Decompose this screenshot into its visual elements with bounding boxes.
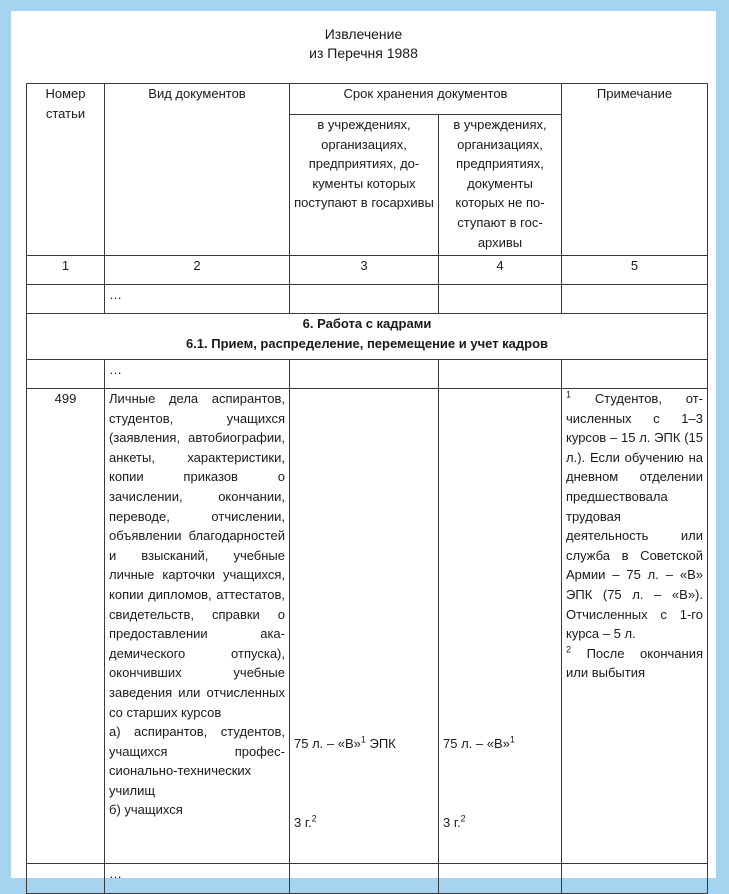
section-row	[27, 314, 708, 360]
article-description: Личные дела аспирантов, студентов, учащихся (заявления, автобиографии, анкеты, характеристики, копии приказов о зачислении, окончании, переводе, отчислении, объявлении благодарностей и взысканий, учебные личные карточки учащихся, копии дипломов, аттестатов, свидетельств, справки о предоставлении академического отпуска), окончивших учебные заведения или отчисленных со старших курсов	[109, 391, 285, 720]
storage-state-a: 75 л. – «В»$^1$ ЭПК	[294, 734, 396, 751]
section-subtitle: 6.1. Прием, распределение, перемещение и учет кадров	[185, 335, 549, 351]
document-title	[11, 25, 716, 63]
article-note-1: $^1$ Студентов, отчисленных с 1–3 курсов – 15 л. ЭПК (15 л.). Если обучению на дневном отделении предшествовала трудовая деятельность или служба в Советской Армии – 75 л. – «В» ЭПК (75 л. – «В»). Отчисленных с 1-го курса – 5 л.	[566, 389, 703, 642]
title-line-2: из Перечня 1988	[309, 45, 418, 61]
section-title: 6. Работа с кадрами	[302, 316, 432, 331]
ellipsis: …	[105, 360, 290, 389]
column-number-row	[27, 256, 708, 285]
header-storage-state: в учреждениях, организациях, предприятиях, документы которых поступают в госархивы	[290, 115, 439, 256]
article-row	[27, 389, 708, 864]
article-description-cell	[105, 389, 290, 864]
ellipsis-row	[27, 864, 708, 894]
title-line-1: Извлечение	[324, 26, 403, 42]
header-storage: Срок хранения документов	[290, 84, 562, 115]
ellipsis-row	[27, 285, 708, 314]
storage-state-b: 3 г.$^2$	[294, 813, 317, 830]
article-item-b: б) учащихся	[109, 802, 183, 818]
column-number: 1	[27, 256, 105, 285]
article-note-cell	[562, 389, 708, 864]
column-number: 2	[105, 256, 290, 285]
column-number: 5	[562, 256, 708, 285]
storage-nonstate-b: 3 г.$^2$	[443, 813, 466, 830]
retention-table	[26, 83, 708, 894]
article-note-2: $^2$ После окончания или выбытия	[566, 644, 703, 681]
ellipsis: …	[105, 285, 290, 314]
header-storage-nonstate: в учреждениях, организациях, предприятиях, документы которых не поступают в госархивы	[439, 115, 562, 256]
document-page	[11, 11, 716, 881]
ellipsis-row	[27, 360, 708, 389]
storage-nonstate-cell	[439, 389, 562, 864]
article-number: 499	[27, 389, 105, 864]
header-note: Примечание	[562, 84, 708, 256]
storage-state-cell	[290, 389, 439, 864]
column-number: 4	[439, 256, 562, 285]
header-doc-type: Вид документов	[105, 84, 290, 256]
column-number: 3	[290, 256, 439, 285]
article-item-a: а) аспирантов, студентов, учащихся профессионально-технических училищ	[109, 724, 285, 798]
storage-nonstate-a: 75 л. – «В»$^1$	[443, 734, 515, 751]
ellipsis: …	[105, 864, 290, 894]
section-heading	[27, 314, 708, 360]
header-number: Номер статьи	[27, 84, 105, 256]
